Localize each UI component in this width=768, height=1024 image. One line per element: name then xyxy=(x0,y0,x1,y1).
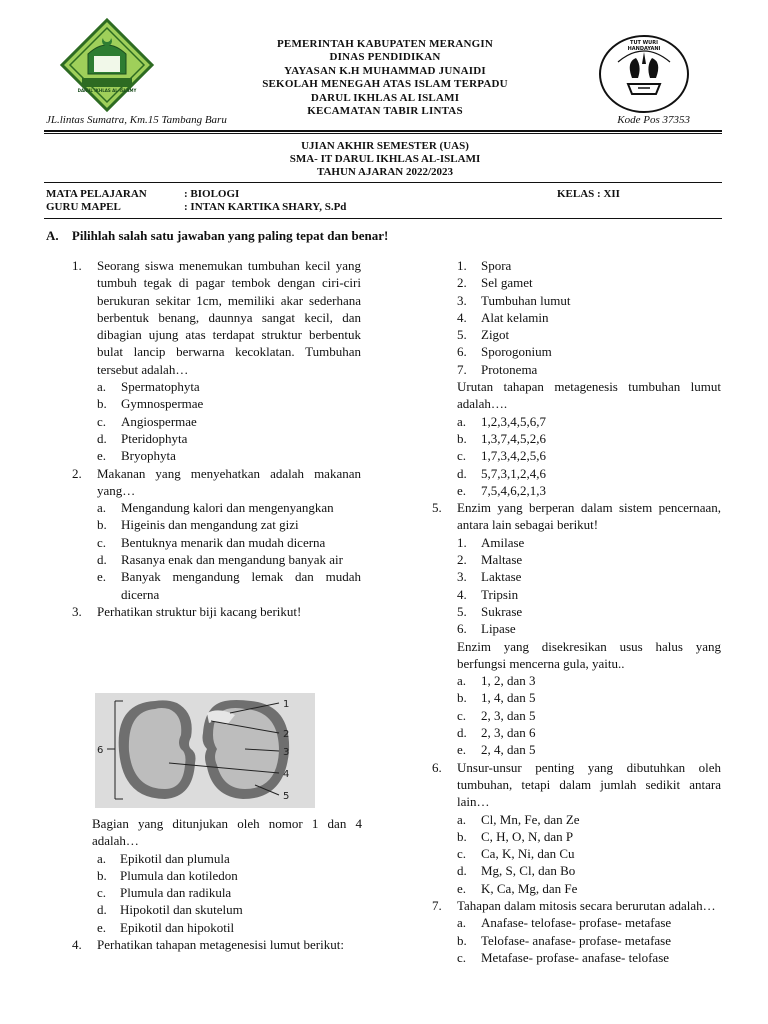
letterhead-line: PEMERINTAH KABUPATEN MERANGIN xyxy=(276,38,494,50)
teacher-value: : INTAN KARTIKA SHARY, S.Pd xyxy=(184,201,347,213)
option[interactable]: c. Metafase- profase- anafase- telofase xyxy=(457,949,670,965)
option[interactable] xyxy=(97,551,361,568)
question-6 xyxy=(432,759,721,811)
letterhead-line: YAYASAN K.H MUHAMMAD JUNAIDI xyxy=(284,64,486,77)
option-text: Plumula dan kotiledon xyxy=(120,867,238,883)
letterhead-line: SEKOLAH MENEGAH ATAS ISLAM TERPADU xyxy=(262,78,508,91)
option-letter: e. xyxy=(97,569,107,585)
option-text: Mengandung kalori dan mengenyangkan xyxy=(121,500,334,516)
section-heading xyxy=(46,228,388,244)
option[interactable] xyxy=(92,867,362,884)
option-letter: b. xyxy=(97,867,107,883)
option-letter: a. xyxy=(97,379,107,395)
letterhead-line: DARUL IKHLAS AL ISLAMI xyxy=(310,91,460,104)
subject-label: MATA PELAJARAN xyxy=(46,188,147,200)
option[interactable]: e. 7,5,4,6,2,1,3 xyxy=(457,482,546,498)
divider xyxy=(44,182,722,183)
question-text: Unsur-unsur penting yang dibutuhkan oleh tumbuhan, tetapi dalam jumlah sedikit antara lain… xyxy=(457,759,721,810)
logo-left-caption: DARUL IKHLAS AL-ISLAMY xyxy=(77,88,137,93)
option-letter: c. xyxy=(97,885,107,901)
list-item: 5. Zigot xyxy=(457,327,510,343)
postal-code: Kode Pos 37353 xyxy=(617,114,690,126)
left-column xyxy=(72,257,361,620)
exam-name: UJIAN AKHIR SEMESTER (UAS) xyxy=(301,140,469,152)
question-number: 2. xyxy=(72,465,82,481)
section-instruction: Pilihlah salah satu jawaban yang paling tepat dan benar! xyxy=(71,228,389,243)
option[interactable]: e. K, Ca, Mg, dan Fe xyxy=(457,880,578,896)
option[interactable] xyxy=(97,499,361,516)
option[interactable] xyxy=(92,919,362,936)
question-number: 6. xyxy=(432,759,442,775)
figure-label-1: 1 xyxy=(283,699,290,710)
option-text: Bryophyta xyxy=(121,448,176,464)
list-item: 3. Tumbuhan lumut xyxy=(457,292,571,308)
question-5 xyxy=(432,499,721,534)
option[interactable] xyxy=(97,447,361,464)
option[interactable] xyxy=(92,850,362,867)
question-3-prompt: Bagian yang ditunjukan oleh nomor 1 dan 4 adalah… xyxy=(92,816,362,849)
option[interactable]: a. 1,2,3,4,5,6,7 xyxy=(457,413,546,429)
option-text: Angiospermae xyxy=(121,413,197,429)
question-4 xyxy=(72,936,362,953)
question-text: Tahapan dalam mitosis secara berurutan adalah… xyxy=(457,897,716,913)
question-number: 1. xyxy=(72,258,82,273)
option-letter: c. xyxy=(97,413,107,429)
list-item: 5. Sukrase xyxy=(457,603,523,619)
divider xyxy=(44,130,722,132)
option[interactable]: c. 1,7,3,4,2,5,6 xyxy=(457,448,546,464)
list-item: 2. Sel gamet xyxy=(457,275,533,291)
option-text: Pteridophyta xyxy=(121,430,188,446)
list-item: 4. Tripsin xyxy=(457,586,519,602)
option-text: Banyak mengandung lemak dan mudah dicerna xyxy=(121,569,361,602)
divider xyxy=(44,133,722,134)
question-text: Makanan yang menyehatkan adalah makanan yang… xyxy=(97,465,361,498)
list-item: 6. Lipase xyxy=(457,621,516,637)
option-letter: e. xyxy=(97,448,107,464)
section-letter: A. xyxy=(46,228,59,243)
option-text: Epikotil dan hipokotil xyxy=(120,919,235,935)
figure-label-5: 5 xyxy=(283,791,290,802)
option-text: Epikotil dan plumula xyxy=(120,850,230,866)
option[interactable]: e. 2, 4, dan 5 xyxy=(457,742,536,758)
question-3 xyxy=(72,603,361,620)
list-item: 2. Maltase xyxy=(457,552,523,568)
right-column xyxy=(432,257,721,966)
option-letter: e. xyxy=(97,919,107,935)
option[interactable]: b. Telofase- anafase- profase- metafase xyxy=(457,932,671,948)
question-number: 5. xyxy=(432,500,442,516)
option[interactable] xyxy=(97,430,361,447)
option[interactable] xyxy=(97,395,361,412)
option-letter: d. xyxy=(97,552,107,568)
question-1 xyxy=(72,257,361,465)
option[interactable]: a. 1, 2, dan 3 xyxy=(457,673,536,689)
letterhead-line: KECAMATAN TABIR LINTAS xyxy=(307,105,463,118)
option[interactable] xyxy=(92,901,362,918)
school-logo xyxy=(58,16,156,114)
option-text: Higeinis dan mengandung zat gizi xyxy=(121,517,299,533)
list-item: 4. Alat kelamin xyxy=(457,309,549,325)
list-item: 6. Sporogonium xyxy=(457,344,552,360)
divider xyxy=(44,218,722,219)
option-letter: a. xyxy=(97,850,107,866)
option[interactable] xyxy=(97,378,361,395)
question-number: 4. xyxy=(72,937,82,953)
list-item: 1. Spora xyxy=(457,258,512,273)
question-4-prompt: Urutan tahapan metagenesis tumbuhan lumut adalah…. xyxy=(457,379,721,412)
option[interactable]: b. C, H, O, N, dan P xyxy=(457,828,574,844)
option-letter: c. xyxy=(97,534,107,550)
option[interactable]: b. 1, 4, dan 5 xyxy=(457,690,536,706)
seed-structure-figure xyxy=(95,693,315,808)
option-letter: b. xyxy=(97,517,107,533)
option[interactable]: a. Cl, Mn, Fe, dan Ze xyxy=(457,811,580,827)
exam-title xyxy=(200,140,570,179)
option-letter: d. xyxy=(97,430,107,446)
option-text: Hipokotil dan skutelum xyxy=(120,902,243,918)
question-text: Seorang siswa menemukan tumbuhan kecil yang tumbuh tegak di pagar tembok dengan ciri-ciri berukuran sekitar 1cm, memiliki akar sederhana berbentuk benang, daunnya sangat kecil, dan dibagian ujung atas terdapat struktur berbentuk bulat lancip berwarna kecoklatan. Tumbuhan tersebut adalah… xyxy=(97,258,361,377)
option[interactable]: d. 5,7,3,1,2,4,6 xyxy=(457,465,546,481)
question-7 xyxy=(432,897,721,914)
class-label: KELAS : XII xyxy=(557,188,620,200)
option-letter: a. xyxy=(97,500,107,516)
teacher-label: GURU MAPEL xyxy=(46,201,121,213)
list-item: 3. Laktase xyxy=(457,569,522,585)
option[interactable] xyxy=(97,534,361,551)
question-text: Perhatikan tahapan metagenesisi lumut berikut: xyxy=(97,937,344,953)
option[interactable]: a. Anafase- telofase- profase- metafase xyxy=(457,915,672,931)
logo-right-caption: TUT WURI HANDAYANI xyxy=(627,40,661,52)
option[interactable]: d. 2, 3, dan 6 xyxy=(457,725,536,741)
option-text: Gymnospermae xyxy=(121,396,204,412)
figure-label-4: 4 xyxy=(283,769,290,780)
question-2 xyxy=(72,465,361,603)
figure-label-6: 6 xyxy=(97,745,104,756)
question-number: 3. xyxy=(72,603,82,619)
figure-label-2: 2 xyxy=(283,729,290,740)
question-number: 7. xyxy=(432,897,442,913)
school-address: JL.lintas Sumatra, Km.15 Tambang Baru xyxy=(46,114,227,126)
option[interactable] xyxy=(92,884,362,901)
option-text: Plumula dan radikula xyxy=(120,885,232,901)
list-item: 7. Protonema xyxy=(457,361,538,377)
figure-label-3: 3 xyxy=(283,747,290,758)
list-item: 1. Amilase xyxy=(457,534,525,550)
option[interactable]: c. 2, 3, dan 5 xyxy=(457,707,536,723)
option-letter: b. xyxy=(97,396,107,412)
option-text: Bentuknya menarik dan mudah dicerna xyxy=(121,534,326,550)
exam-year: TAHUN AJARAN 2022/2023 xyxy=(316,166,454,178)
left-column-lower xyxy=(72,815,362,953)
subject-value: : BIOLOGI xyxy=(184,188,240,200)
letterhead-title xyxy=(200,38,570,118)
letterhead-line: DINAS PENDIDIKAN xyxy=(329,51,441,64)
question-text: Perhatikan struktur biji kacang berikut! xyxy=(97,603,302,619)
option[interactable]: d. Mg, S, Cl, dan Bo xyxy=(457,863,576,879)
exam-school: SMA- IT DARUL IKHLAS AL-ISLAMI xyxy=(289,153,481,165)
question-5-prompt: Enzim yang disekresikan usus halus yang berfungsi mencerna gula, yaitu.. xyxy=(457,638,721,671)
option[interactable]: b. 1,3,7,4,5,2,6 xyxy=(457,430,546,446)
option[interactable] xyxy=(97,568,361,603)
option-text: Spermatophyta xyxy=(121,379,200,395)
question-text: Enzim yang berperan dalam sistem pencernaan, antara lain sebagai berikut! xyxy=(457,500,721,533)
option[interactable]: c. Ca, K, Ni, dan Cu xyxy=(457,846,575,862)
option-text: Rasanya enak dan mengandung banyak air xyxy=(121,552,344,568)
option-letter: d. xyxy=(97,902,107,918)
option[interactable] xyxy=(97,516,361,533)
option[interactable] xyxy=(97,413,361,430)
